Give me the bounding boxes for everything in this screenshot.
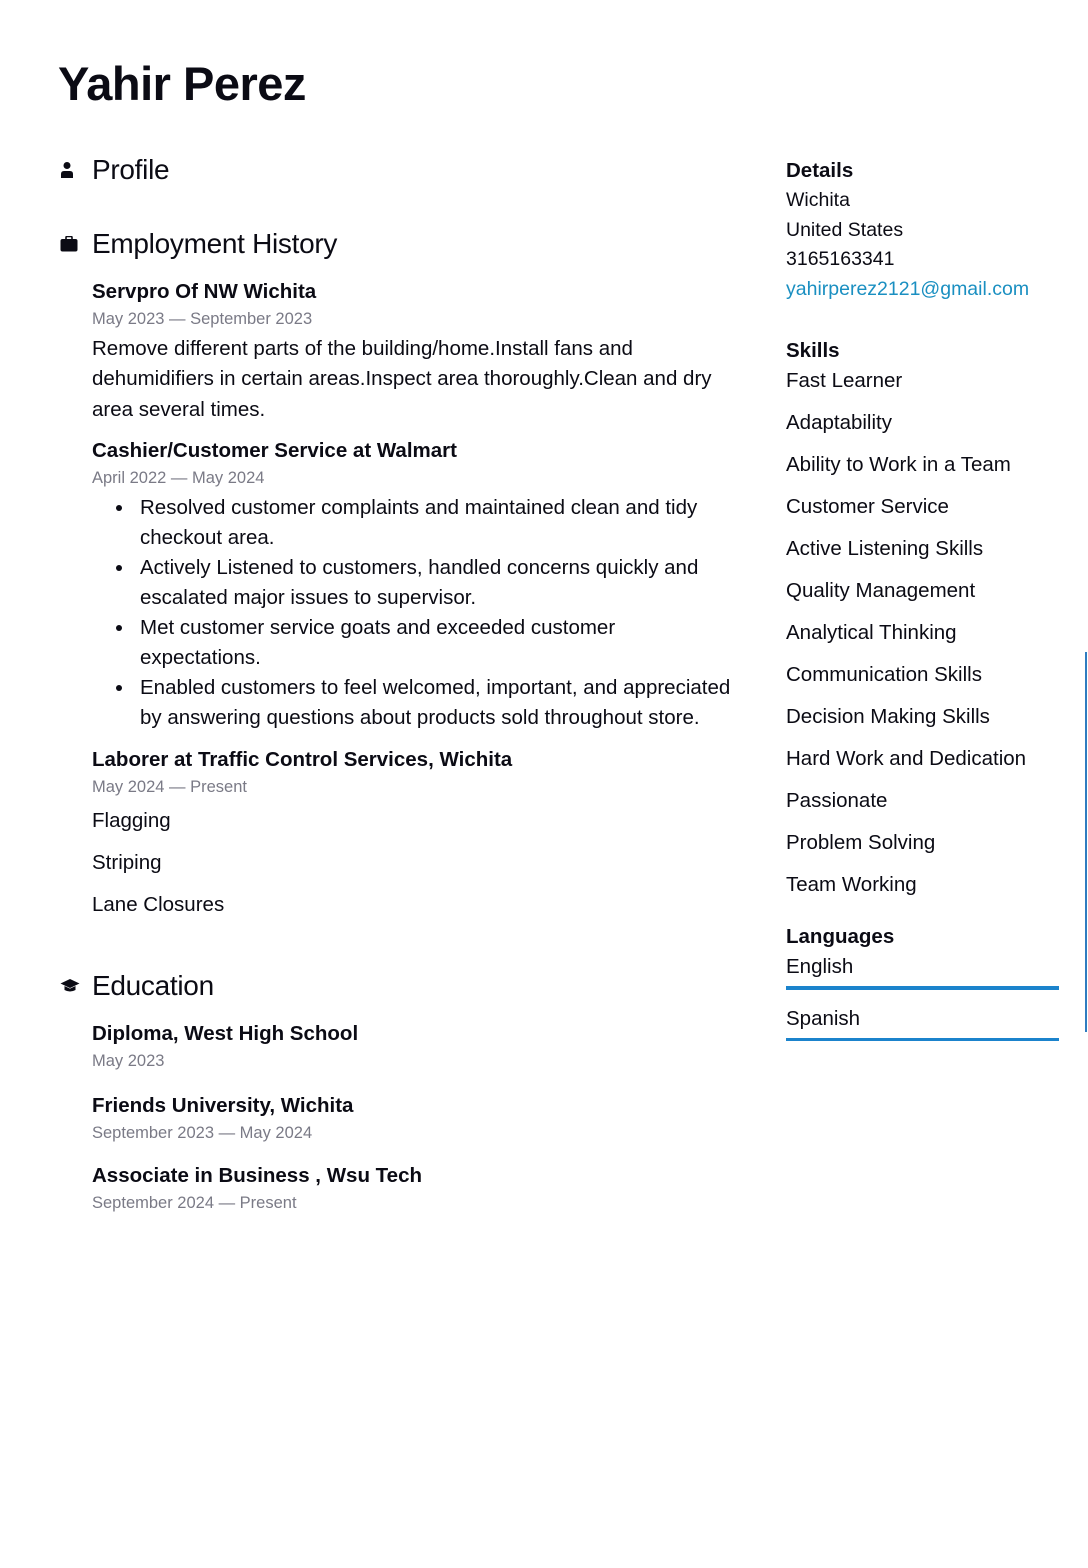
language-entry: [786, 1004, 1061, 1042]
education-entry: [92, 1092, 740, 1146]
education-dates: September 2023 — May 2024: [92, 1123, 313, 1142]
candidate-name: Yahir Perez: [58, 57, 306, 110]
education-title: Associate in Business , Wsu Tech: [92, 1163, 422, 1187]
education-dates: September 2024 — Present: [92, 1193, 297, 1212]
person-icon: [60, 161, 92, 179]
education-title: Diploma, West High School: [92, 1021, 359, 1045]
job-duty: Lane Closures: [92, 892, 225, 916]
details-city: Wichita: [786, 189, 850, 211]
language-entry: [786, 952, 1061, 990]
language-level-bar: [786, 986, 1059, 990]
job-entry: [92, 278, 740, 425]
job-bullet: • Resolved customer complaints and maintained clean and tidy checkout area.: [135, 493, 740, 553]
education-entry: [92, 1162, 740, 1216]
education-title: Friends University, Wichita: [92, 1093, 354, 1117]
job-description: Remove different parts of the building/home.Install fans and dehumidifiers in certain areas.Inspect area thoroughly.Clean and dry area several times.: [92, 337, 712, 421]
details-heading: Details: [786, 159, 854, 182]
language-name: Spanish: [786, 1006, 861, 1030]
education-dates: May 2023: [92, 1051, 165, 1070]
skill-item: Customer Service: [786, 495, 949, 519]
skill-item: Adaptability: [786, 411, 892, 435]
details-phone: 3165163341: [786, 248, 895, 271]
job-title: Cashier/Customer Service at Walmart: [92, 438, 457, 462]
sidebar: [786, 156, 1061, 1041]
job-dates: May 2024 — Present: [92, 777, 247, 796]
job-entry: [92, 746, 740, 926]
job-bullet: • Met customer service goats and exceeded customer expectations.: [135, 613, 740, 673]
skill-item: Hard Work and Dedication: [786, 747, 1027, 771]
skill-item: Team Working: [786, 873, 917, 897]
job-entry: [92, 437, 740, 733]
job-bullet: • Actively Listened to customers, handled concerns quickly and escalated major issues to supervisor.: [135, 553, 740, 613]
skill-item: Active Listening Skills: [786, 537, 984, 561]
job-bullet-list: [92, 493, 740, 733]
job-bullet: • Enabled customers to feel welcomed, important, and appreciated by answering questions about products sold throughout store.: [135, 673, 740, 733]
skill-item: Analytical Thinking: [786, 621, 957, 645]
skill-item: Communication Skills: [786, 663, 982, 687]
skill-item: Ability to Work in a Team: [786, 453, 1011, 477]
briefcase-icon: [60, 236, 92, 252]
profile-section-title: Profile: [92, 154, 170, 185]
language-level-bar: [786, 1038, 1059, 1042]
skill-item: Quality Management: [786, 579, 976, 603]
skill-item: Decision Making Skills: [786, 705, 990, 729]
job-title: Laborer at Traffic Control Services, Wichita: [92, 747, 513, 771]
main-column: [60, 150, 740, 1216]
skill-item: Problem Solving: [786, 831, 936, 855]
employment-section-title: Employment History: [92, 228, 338, 259]
skill-item: Passionate: [786, 789, 888, 813]
languages-heading: Languages: [786, 925, 895, 949]
page-edge-accent-line: [1085, 652, 1087, 1032]
job-title: Servpro Of NW Wichita: [92, 280, 317, 303]
job-duty: Striping: [92, 850, 162, 874]
email-link[interactable]: yahirperez2121@gmail.com: [786, 277, 1030, 300]
profile-section-header: [60, 150, 740, 190]
graduation-cap-icon: [60, 978, 92, 994]
job-dates: May 2023 — September 2023: [92, 310, 313, 328]
employment-section-header: [60, 224, 740, 264]
job-duty: Flagging: [92, 808, 171, 832]
education-section-title: Education: [92, 969, 214, 1001]
language-name: English: [786, 955, 854, 979]
skills-list: [786, 360, 1061, 906]
job-dates: April 2022 — May 2024: [92, 468, 265, 487]
education-entry: [92, 1020, 740, 1074]
skills-heading: Skills: [786, 339, 840, 363]
education-section-header: [60, 966, 740, 1006]
skill-item: Fast Learner: [786, 369, 903, 393]
details-country: United States: [786, 218, 904, 241]
